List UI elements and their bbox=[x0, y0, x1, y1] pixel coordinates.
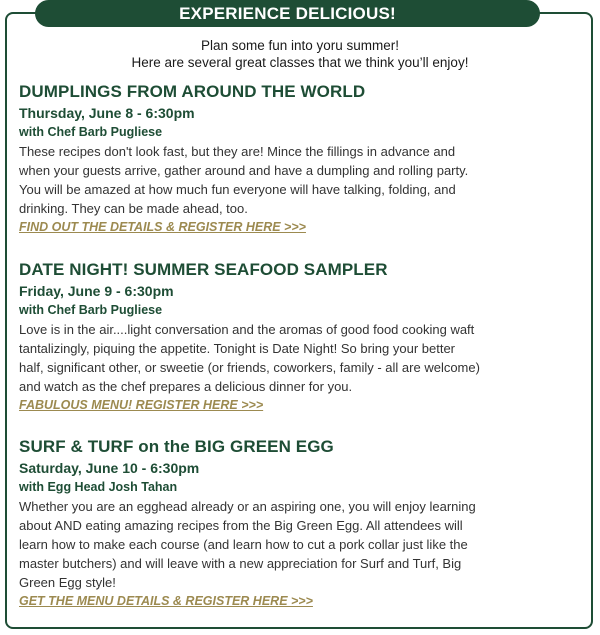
event-date: Friday, June 9 - 6:30pm bbox=[19, 283, 174, 299]
event-description bbox=[19, 497, 589, 592]
event-surf-turf bbox=[19, 437, 589, 610]
description-line: when your guests arrive, gather around and have a dumpling and rolling party. bbox=[19, 163, 469, 178]
event-title: DATE NIGHT! SUMMER SEAFOOD SAMPLER bbox=[19, 260, 388, 279]
description-line: Whether you are an egghead already or an aspiring one, you will enjoy learning bbox=[19, 499, 476, 514]
event-dumplings bbox=[19, 82, 589, 236]
description-line: master butchers) and will leave with a new appreciation for Surf and Turf, Big bbox=[19, 556, 462, 571]
description-line: Green Egg style! bbox=[19, 575, 116, 590]
description-line: Love is in the air....light conversation and the aromas of good food cooking waft bbox=[19, 322, 475, 337]
description-line: and watch as the chef prepares a delicious dinner for you. bbox=[19, 379, 353, 394]
description-line: You will be amazed at how much fun everyone will have talking, folding, and bbox=[19, 182, 456, 197]
event-chef: with Chef Barb Pugliese bbox=[19, 125, 163, 139]
description-line: half, significant other, or sweetie (or friends, coworkers, family - all are welcome) bbox=[19, 360, 480, 375]
event-title: SURF & TURF on the BIG GREEN EGG bbox=[19, 437, 334, 456]
description-line: learn how to make each course (and learn how to cut a pork collar just like the bbox=[19, 537, 468, 552]
event-date: Saturday, June 10 - 6:30pm bbox=[19, 460, 200, 476]
intro-text bbox=[10, 37, 590, 71]
register-link-date-night[interactable]: FABULOUS MENU! REGISTER HERE >>> bbox=[19, 398, 264, 412]
event-date: Thursday, June 8 - 6:30pm bbox=[19, 105, 195, 121]
event-description bbox=[19, 142, 589, 218]
register-link-surf-turf[interactable]: GET THE MENU DETAILS & REGISTER HERE >>> bbox=[19, 594, 313, 608]
header-banner bbox=[35, 0, 540, 27]
intro-line-2: Here are several great classes that we think you’ll enjoy! bbox=[131, 55, 469, 70]
event-description bbox=[19, 320, 589, 396]
description-line: These recipes don't look fast, but they are! Mince the fillings in advance and bbox=[19, 144, 456, 159]
register-link-dumplings[interactable]: FIND OUT THE DETAILS & REGISTER HERE >>> bbox=[19, 220, 306, 234]
header-title: EXPERIENCE DELICIOUS! bbox=[179, 3, 396, 23]
description-line: about AND eating amazing recipes from the Big Green Egg. All attendees will bbox=[19, 518, 463, 533]
event-date-night bbox=[19, 260, 589, 414]
event-chef: with Egg Head Josh Tahan bbox=[19, 480, 178, 494]
description-line: tantalizingly, piquing the appetite. Tonight is Date Night! So bring your better bbox=[19, 341, 456, 356]
intro-line-1: Plan some fun into yoru summer! bbox=[200, 38, 400, 53]
event-title: DUMPLINGS FROM AROUND THE WORLD bbox=[19, 82, 366, 101]
description-line: drinking. They can be made ahead, too. bbox=[19, 201, 248, 216]
event-chef: with Chef Barb Pugliese bbox=[19, 303, 163, 317]
